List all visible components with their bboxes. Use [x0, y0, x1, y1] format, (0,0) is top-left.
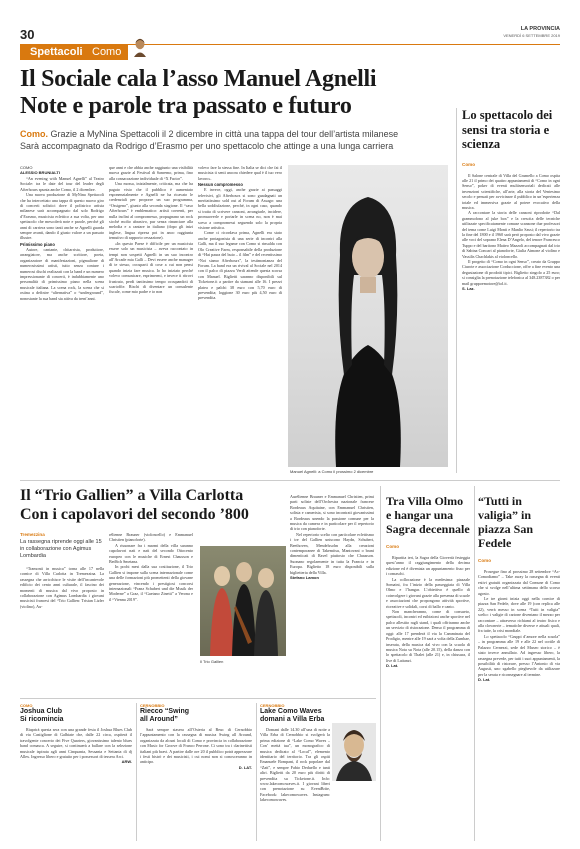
- lead-paragraph: Autore, cantante, chitarrista, produttore, arrangiatore, ma anche scrittore, poeta, organizzatore di manifestazioni, pigmalione di numerosissimi artisti, tutto senza contare i numerosi dischi realizzati con la band e un numero impressionante di concerti, è indubbiamente uno personalità di primissimo piano nella scena musicale italiana. La scena rock, la scena che si ostina a definire “alternativa” o “underground”, nonostante la sua band sia attiva da trent’anni.: [20, 246, 104, 301]
- lead-paragraph: Una nuova produzione di MyNina Spettacoli che ha intercettato una tappa di questo nuovo giro di concerti solistici dove il polistrico artista milanese sarà accompagnato dal solo Rodrigo d’Erasmo, musicista eclettico a sua volta, per uno spettacolo che mescolerà note e parole, perché gli anni di carriera sono tanti anche se Agnelli guarda sempre avanti, dando il giusto valore a un passato illustre.: [20, 192, 104, 241]
- issue-date: VENERDÌ 6 SETTEMBRE 2019: [503, 33, 560, 38]
- lead-headline-line-1: Il Sociale cala l’asso Manuel Agnelli: [20, 66, 377, 92]
- sidebar-top-title: Lo spettacolo dei sensi tra storia e scienza: [462, 108, 553, 151]
- musician-portrait-image: [288, 165, 448, 467]
- story-fedele-signature: D. Lat.: [478, 677, 491, 683]
- lead-subhead: Primissimo piano: [20, 241, 55, 247]
- story-fedele-paragraph: Prosegue fino al prossimo 28 settembre “Ac-Comodiamo” – Take away la rassegna di eventi estivi gratuiti organizzata dal Comune di Como che si svolge nell’ultima settimana dello scorso agosto.: [478, 569, 560, 596]
- sidebar-top-tag: Como: [462, 161, 476, 167]
- brief-joshua-tag: COMO: [20, 703, 33, 708]
- story-olmo: [386, 494, 470, 842]
- lead-paragraph: volevo fare la stessa fine. In Italia se dici che fai il musicista ti senti ancora chiedere qual è il tuo vero lavoro».: [198, 165, 282, 181]
- story-olmo-paragraph: Ripartita ieri, la Sagra della Giovertà festeggia quest’anno il raggiungimento della decima edizione ed è diventata un appuntamento fisso per i comaschi.: [386, 555, 470, 577]
- trio-paragraph: Nel repertorio scelto con particolare eclettismo i tre del Gallien uniscono Haydn, Schubert, Beethoven, Mendelssohn alla creazioni contemporanee di Takemitsu, Mantovani o brani dimenticati di Ravel piuttosto che Chausson. Suonano regolarmente in tutta la Francia e in Europa. Biglietto 18 euro disponibili sulla biglietteria della Villa.: [290, 531, 374, 575]
- brief-swing: [140, 703, 252, 843]
- brief-joshua-signature: ARW.: [121, 759, 132, 765]
- section-banner: [20, 44, 560, 60]
- section-city: Como: [92, 46, 122, 58]
- vertical-divider: [456, 108, 457, 473]
- lead-col-1: [20, 165, 104, 473]
- newspaper-brand: LA PROVINCIA: [520, 26, 560, 32]
- vertical-divider: [256, 703, 257, 841]
- portrait-emblem-icon: [132, 37, 148, 57]
- brief-swing-title-1: Riecco “Swing: [140, 708, 190, 715]
- brief-joshua-title-1: Joshua Club: [20, 708, 63, 715]
- trio-paragraph: In pochi mesi dalla sua costituzione, il Trio Gallien si impone sulla scena internazionale come una delle formazioni più promettenti della giovane generazione, vincendo i prestigiosi concorsi internazionali “Franz Schubert und die Musik der Moderne” a Graz, il “Gaetano Zinetti” a Verona e il “Vienna 2019”.: [109, 564, 193, 602]
- trio-paragraph: rélienne Brauner (violoncello) e Emmanuel Christien (pianoforte).: [109, 532, 193, 543]
- singer-portrait-image: [332, 723, 376, 781]
- lead-paragraph: que anni e che abbia anche raggiunto una visibilità nuova grazie al Festival di Sanremo, prima, fino alla consacrazione individuale di “X Factor”.: [109, 165, 193, 181]
- trio-tag: Tremezzina: [20, 532, 45, 537]
- section-tab: [20, 45, 128, 60]
- story-fedele: [478, 494, 560, 842]
- brief-swing-title-2: all Around”: [140, 716, 178, 723]
- page-number: 30: [20, 27, 35, 42]
- lead-col-3: [198, 165, 282, 473]
- brief-waves-text: Domani dalle 14.30 all’una di notte a Villa Erba di Cernobbio si svolgerà la prima edizione di “Lake Como Waves – Con’ mettà tua”, un monografico di musica dedicato al “Local”, elemento identitario del territorio. Tra gli ospiti Emanuele Bompani, il rock popolare dal “Zatt”, e sempre Fabio Deduello e tanti altri. Biglietti da 20 euro più diritti di prevendita su Ticketone.it. Info: www.lakecomowaves.it. I giovani liberi con prenotazione su EventBrite, Facebook: lakecomowaves. Instagram: lakecomowaves.: [260, 727, 330, 803]
- lead-paragraph: Come ci ricordava prima, Agnelli era stato anche protagonista di una serie di incontri alla Galli, ma il suo legame con Como si rinsalda con Olo Creative Farm, responsabile della produzione di “Hai paura del buio – il film” e del recentissimo “Noi siamo Afterhours”, la testimonianza del Forum. La band era un rivival al Sociale nel 2014 con il palco di piazza Verdi attende questa scorsa con Manuel. Biglietti saranno disponibili sul Ticketone.it a partire da stamani alle 16. I prezzi platea e palchi 38 euro con 5,70 euro di prevendita; loggione 30 euro più 4,50 euro di prevendita.: [198, 230, 282, 301]
- lead-kicker: Como.: [20, 129, 48, 139]
- brief-joshua-text: Riaprirà questa sera con una grande festa il Joshua Blues Club di via Castiglione di Galbiate che, dalle 22 circa, ospiterà il travolgente concerto dei Five Quarters, giovanissimo talento blues band comasca. A seguire, si continuerà a ballare con la selezione musicale ispirata agli anni Cinquanta, Sessanta e Settanta di dj Allex. Ingresso libero e gratuito per i possessori di tessera Arci.: [20, 727, 132, 760]
- brief-waves-title-1: Lake Como Waves: [260, 708, 322, 715]
- trio-col-2: [109, 532, 193, 692]
- brief-joshua: [20, 703, 132, 843]
- story-fedele-paragraph: Le tre giorni inizia oggi nella cornice di piazza San Fedele, dove alle 19 (con replica alle 22), verrà messo in scena “Tutti in valigia” scelto: i valigie di cartone diventano il mezzo per raccontare – attraverso richiami al teatro fisico e alla clownerie – tematiche diverse e attuali quali, fra tutte, la crisi mondiale.: [478, 596, 560, 634]
- brief-swing-signature: D. LAT.: [238, 764, 252, 770]
- trio-photo-caption: Il Trio Gallien: [200, 659, 224, 664]
- trio-col-3: [290, 494, 374, 694]
- story-olmo-title: Tra Villa Olmo e hangar una Sagra decennale: [386, 494, 470, 536]
- lead-photo-caption: Manuel Agnelli: a Como il prossimo 2 dicembre: [290, 469, 374, 474]
- sidebar-top: [462, 108, 560, 474]
- story-fedele-title: “Tutti in valigia” in piazza San Fedele: [478, 494, 534, 550]
- trio-paragraph: “Tramonti in musica” torna alle 17 nella cornice di Villa Carlotta in Tremezzina. La rassegna che arricchisce le visite dell’incantevole edificio dei cento anni culturale, il fascino dei momenti di musica dal vivo proposto in collaborazione con Agimus Lombardia i giovani musicisti francesi del “Trio Gallien: Tristan Lizler (violino), Au-: [20, 566, 104, 609]
- lead-photo: [288, 165, 448, 467]
- story-fedele-paragraph: Lo spettacolo “Gruppi d’amore nella scuola” – in programma alle 19 e alle 22 nel cortile di Palazzo Cernezzi, sede del Museo storico – è stato invece annullato. Ad ingresso libero, la rassegna prevede, per tutti i suoi appuntamenti, la possibilità di ristorare, presso l’Antonio di via Augusti, uno sgabello pieghevole da utilizzare per la serata e riconsegnare al termine.: [478, 633, 560, 677]
- lead-paragraph: E invece, oggi, anche grazie ai passaggi televisivi, gli Afterhours si sono guadagnati un meritatissimo sold out al Forum di Assago: una bella soddisfazione, perché, in ogni caso, quando si tratta di scrivere canzoni, arrangiarle, incidere, promuoverle e portarle in scena no, non è mai sceso a compromessi seguendo solo la propria visione artistica.: [198, 187, 282, 231]
- vertical-divider: [380, 486, 381, 841]
- horizontal-divider: [20, 698, 376, 699]
- horizontal-divider: [20, 480, 560, 481]
- lead-paragraph: Una mossa, inizialmente, criticata, ma che ha pagato visto che il pubblico è aumentato esponenzialmente e Agnelli ne ha ricavato le credenziali per proporre un suo programma, “Ossigeno”, giunto alla seconda stagione. Il “caso Afterhours” è emblematico: artisti coerenti, per nulla inclini al compromesso, propugnano un rock sicché molto abrasivo, pur senza rinunciare alla melodia e a cantare in italiano (dopo gli inizi inglese, lingua ripresa poi in anco raggiunta temutivo di rapporto cessazione).: [109, 181, 193, 241]
- lead-paragraph: “An evening with Manuel Agnelli” al Teatro Sociale: tra le date del tour del leader degli Afterhours spunta anche Como, il 2 dicembre.: [20, 176, 104, 192]
- trio-headline: [20, 486, 310, 524]
- lead-summary-line-1: Grazie a MyNina Spettacoli il 2 dicembre in città una tappa del tour dell’artista milanese: [48, 129, 399, 139]
- story-olmo-tag: Como: [386, 544, 400, 549]
- lead-place: COMO: [20, 165, 33, 170]
- trio-signature: Stefano Lamon: [290, 575, 319, 581]
- brief-swing-tag: CERNOBBIO: [140, 703, 165, 708]
- lead-paragraph: «In questo Paese è difficile per un musicista essere solo un musicista – aveva raccontato in tempi non sospetti Agnelli in un suo incontro all’Arcade mia Galli – Devi essere anche manager di te stesso, occuparti di cose a cui non pensi quando inizia fare musica. Io ho iniziato perché volevo comunicare, esprimermi, e invece ti ritrovi frustrato, perdi tantissimo tempo occupandoti di scartoffie. Rischi di diventare un consulente fiscale, come mio padre e io non: [109, 240, 193, 295]
- trio-photo: [200, 546, 286, 656]
- brief-waves-tag: CERNOBBIO: [260, 703, 285, 708]
- vertical-divider: [474, 486, 475, 841]
- vertical-divider: [136, 703, 137, 841]
- story-olmo-paragraph: Non mancheranno, come di consueto, spettacoli, incontri ed esibizioni anche sportive nel palco allestito ragli stand, i quali offriranno anche un servizio di ristorazione. Denso il programma di oggi: alle 17 prenderà il via la Camminata del Prodigio, mentre alle 19 sarà a volta della Zumbae, inserata, della musica dal vivo con la scuola di musica Nota su Nota (alle 20.15), della danza con lo spettacolo di Thalet (alle 21) e, in chiusura, il live di Lattanzi.: [386, 609, 470, 663]
- trio-paragraph: A risuonare fra i marmi della villa saranno capolavori nati e nati del secondo Ottocento europeo con le musiche di Ernest Chausson e Bedřich Smetana.: [109, 542, 193, 565]
- sidebar-top-paragraph: Il Salone centrale di Villa del Grumello a Como ospita alle 21 il primo dei quattro appuntamenti di “Como in ogni Senso”, poker di eventi multisensoriali dedicati alle invenzioni scientifiche, all’arte, alla storia del Ventesimo secolo e pensati per avvicinare il pubblico in un’esperienza totale ed immersiva grazie al potere evocativo della musica.: [462, 172, 560, 210]
- brief-waves-title-2: domani a Villa Erba: [260, 716, 325, 723]
- story-olmo-paragraph: La collocazione è la medesima: piazzale Somaini, fra l’inizio della passeggiata di Villa Olmo e l’hangar. L’obiettivo è quello di coinvolgere i giovani grazie alla presenza di scuole e associazioni che propongono attività sportive, ricreative e solidali, corsi di ballo e canto.: [386, 576, 470, 609]
- sidebar-top-paragraph: A raccontare la storia delle canzoni riprodotte “Dal grammofono al juke box” e la crescita delle tecniche utilizzate specificatamente comase scanzone due professori del tema come Luigi Monti e Manlio Sassi; il repertorio tra la fine del 1800 e il 1960 sarà però proposto dal vivo grazie alle voci del soprano Elena D’Angelo, del tenore Francesco Tuppo e del baritono Matteo Mazzoli accompagnati dal trio di Sabina Concari al pianoforte, Giulia Aimone al violino e Vassilis Chachlakis al violoncello.: [462, 210, 560, 259]
- trio-headline-line-2: Con i capolavori del secondo ’800: [20, 506, 249, 523]
- brief-swing-text: Sarà sempre stasera all’Osteria al Beuc di Cernobbio l’appuntamento con la rassegna di musica Swing all Around, organizzata da alcuni locali di Como e provincia in collaborazione con Music for Groove di Franco Perrone. Ci sono tra i clarinettisti italiani più bravi. A partire dalle ore 20 il pubblico potrà apprezzare i festi bistrò e dei musicisti, i cui nomi non si conosceranno in anticipo.: [140, 727, 252, 765]
- lead-headline: [20, 66, 450, 120]
- lead-col-2: [109, 165, 193, 473]
- section-portrait: [132, 37, 148, 57]
- sidebar-top-signature: S. Laz.: [462, 286, 475, 292]
- trio-headline-line-1: Il “Trio Gallien” a Villa Carlotta: [20, 487, 244, 504]
- section-label: Spettacoli: [30, 46, 83, 58]
- trio-group-image: [200, 546, 286, 656]
- story-fedele-tag: Como: [478, 558, 492, 563]
- brief-waves: [260, 703, 376, 843]
- lead-summary: [20, 128, 460, 152]
- lead-subhead: Nessun compromesso: [198, 182, 243, 188]
- lead-headline-line-2: Note e parole tra passato e futuro: [20, 93, 352, 119]
- trio-paragraph: Aurélienne Brauner e Emmanuel Christien, primi parti soliste dell’Orchestra nazionale francese Bordeaux Aquitaine, con Emmanuel Christien, solista e cameristа, si sono incontrati giovanissimi a Bordeaux unendo la passione comune per la musica da camera e in particolare per il repertorio di trio con pianoforte.: [290, 494, 374, 532]
- sidebar-top-paragraph: Il progetto di “Como in ogni Senso”, creato da Gruppo Ciurote e associazione Corduccione, offre a fine evento una degustazione di prodotti tipici. Biglietto singolo a 25 euro; si consiglia la prenotazione telefonica al 348.2387382 o per mail gruppoemotore@iol.it.: [462, 259, 560, 286]
- story-olmo-signature: D. Lat.: [386, 663, 399, 669]
- brief-waves-photo: [332, 723, 376, 781]
- brief-joshua-title-2: Si ricomincia: [20, 716, 64, 723]
- lead-summary-line-2: Sarà accompagnato da Rodrigo d’Erasmo per uno spettacolo che attinge a una lunga carriera: [20, 141, 394, 151]
- trio-summary: La rassegna riprende oggi alle 15 in collaborazione con Agimus Lombardia: [20, 539, 102, 559]
- trio-col-1: [20, 532, 104, 692]
- lead-author: ALESSIO BRUNIALTI: [20, 170, 60, 175]
